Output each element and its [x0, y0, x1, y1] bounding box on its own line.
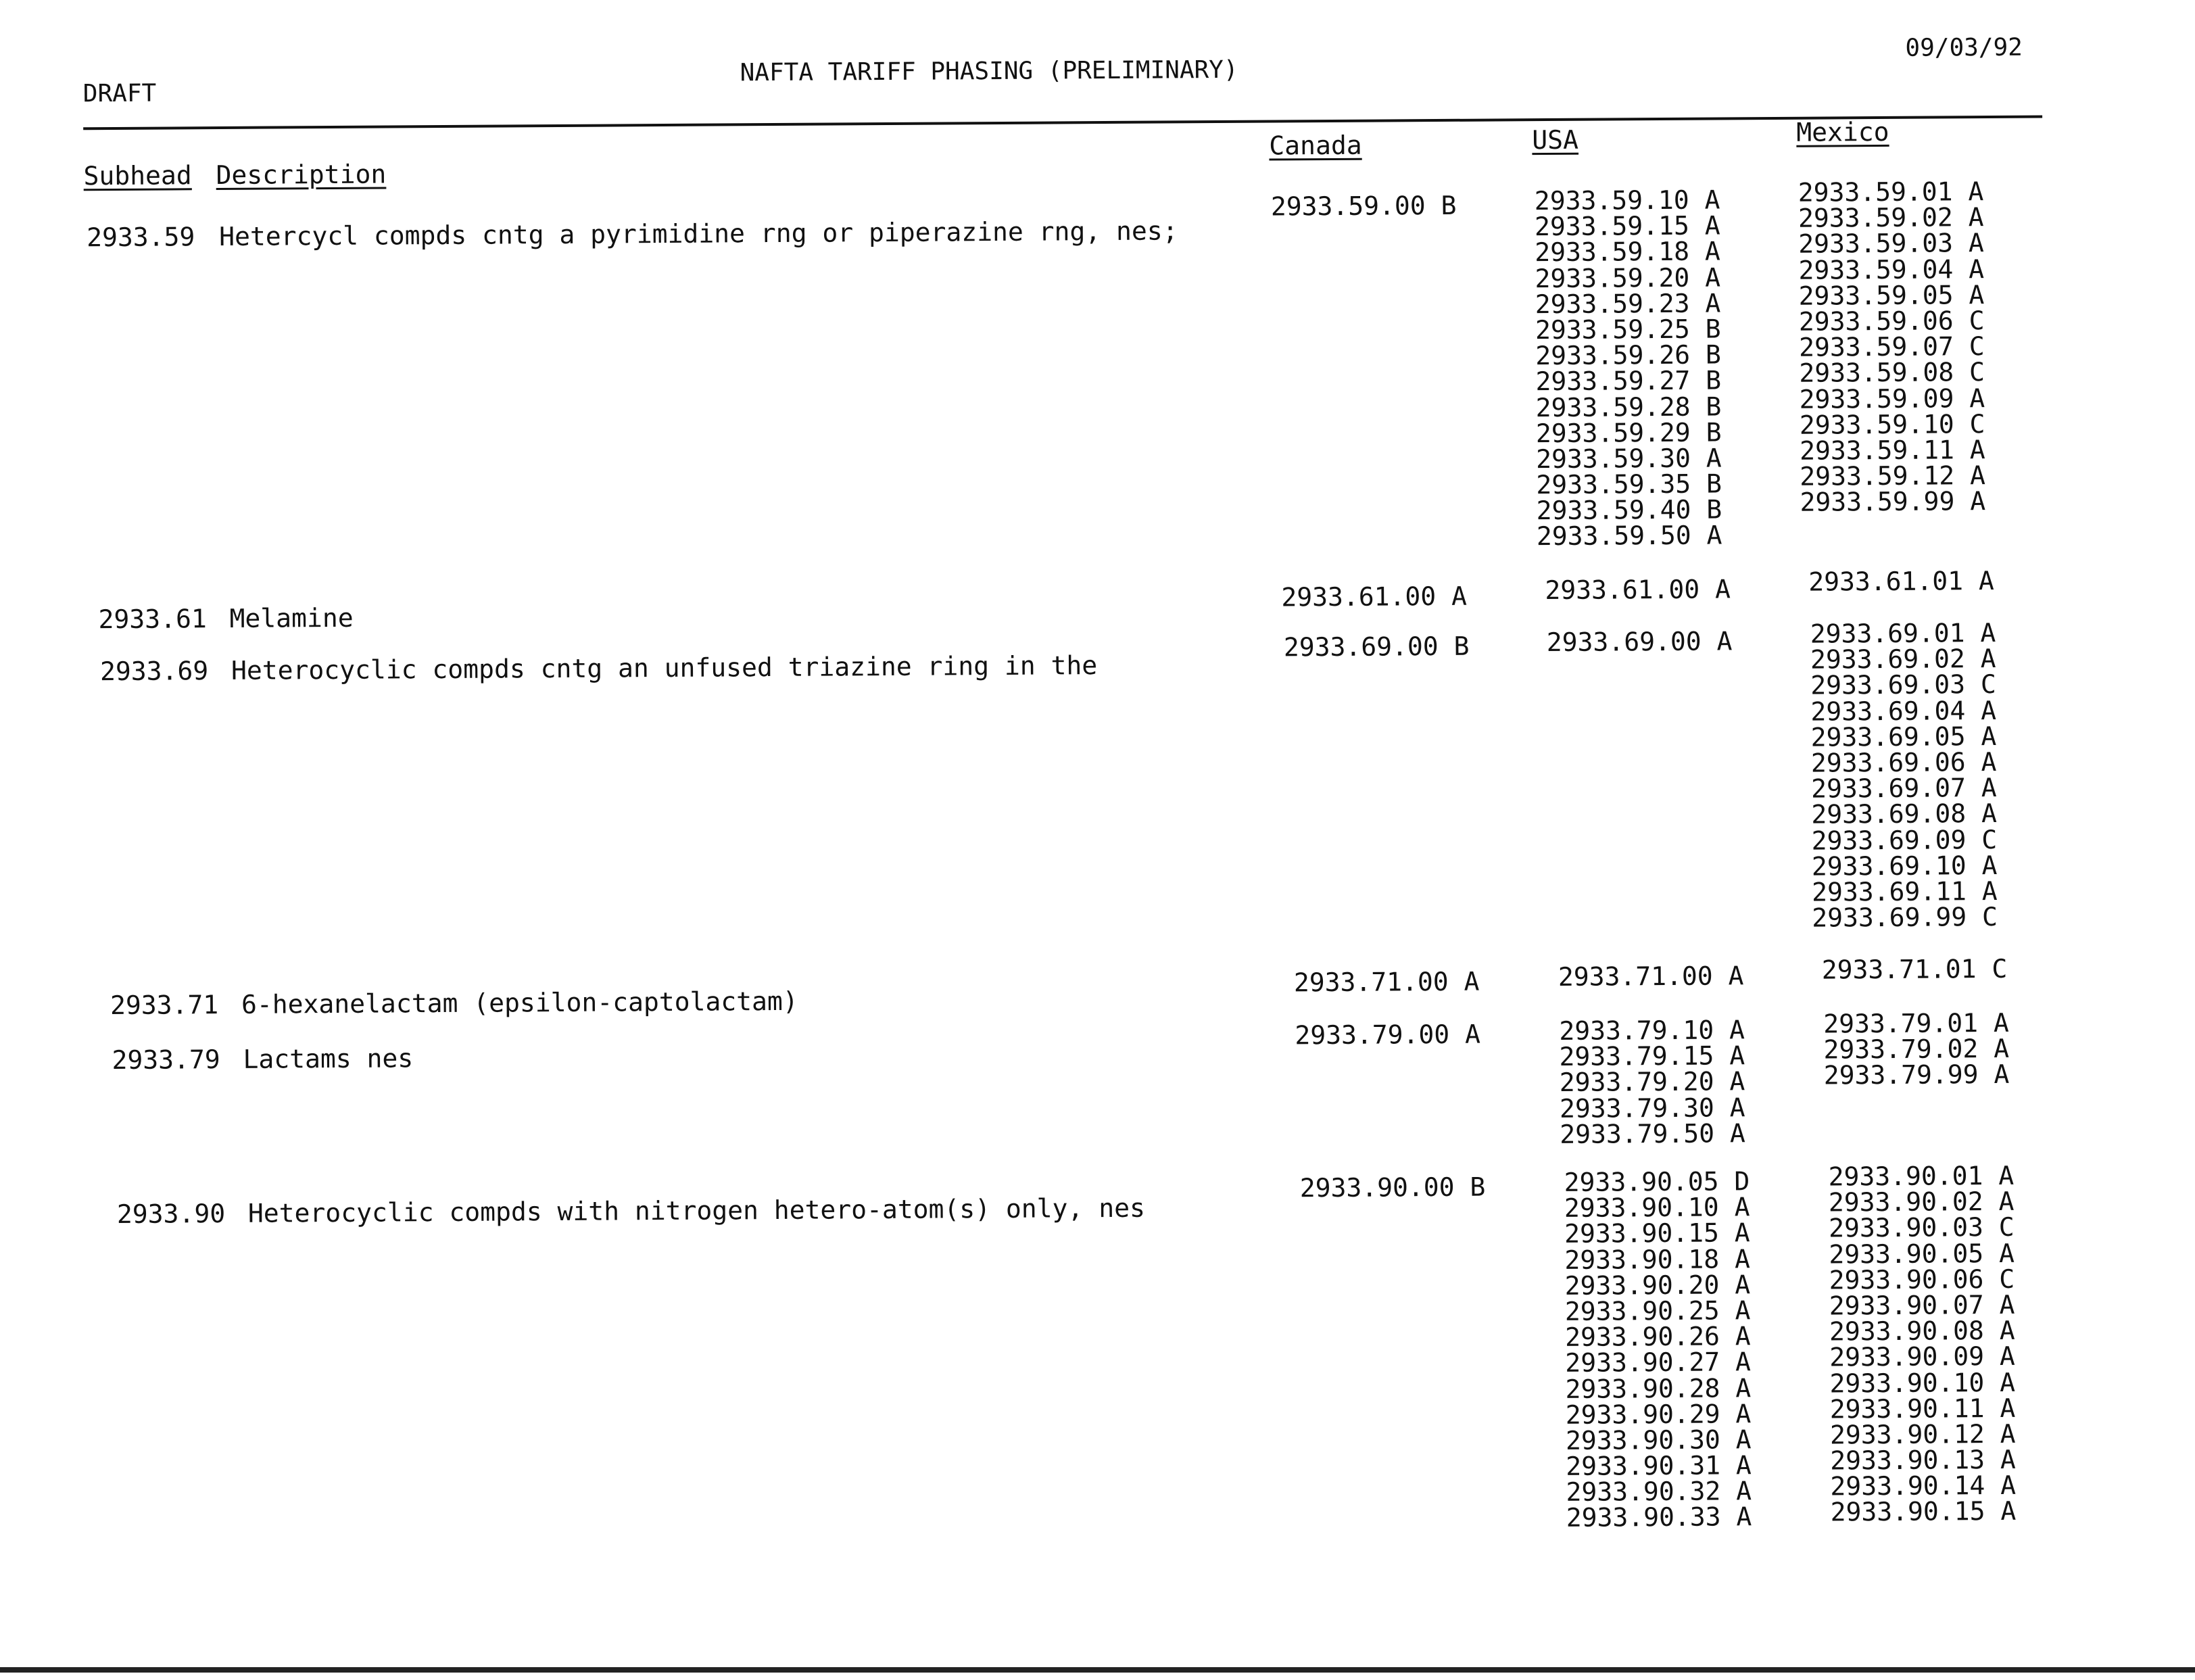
row-subhead: 2933.69	[99, 656, 209, 687]
mexico-code: 2933.90.03 C	[1829, 1212, 2015, 1243]
usa-code: 2933.90.32 A	[1566, 1476, 1752, 1508]
row-subhead: 2933.61	[98, 604, 207, 635]
row-description: Lactams nes	[243, 1043, 414, 1074]
usa-code: 2933.59.18 A	[1535, 236, 1721, 268]
usa-code: 2933.59.23 A	[1535, 288, 1721, 319]
mexico-code: 2933.69.10 A	[1811, 850, 1998, 882]
mexico-code: 2933.69.11 A	[1811, 875, 1998, 907]
usa-codes	[1558, 963, 1744, 990]
usa-code: 2933.90.20 A	[1564, 1269, 1751, 1301]
mexico-code: 2933.59.06 C	[1798, 306, 1985, 337]
usa-code: 2933.59.15 A	[1534, 210, 1720, 242]
usa-code: 2933.59.20 A	[1535, 262, 1721, 293]
mexico-codes	[1810, 617, 1998, 933]
usa-code: 2933.69.00 A	[1546, 626, 1733, 658]
mexico-code: 2933.59.05 A	[1798, 279, 1985, 311]
usa-codes	[1559, 1017, 1745, 1147]
mexico-code: 2933.69.01 A	[1810, 617, 1996, 649]
usa-code: 2933.59.25 B	[1535, 314, 1721, 345]
row-subhead: 2933.59	[87, 222, 195, 253]
mexico-code: 2933.59.02 A	[1798, 202, 1984, 233]
canada-codes	[1293, 966, 1480, 998]
mexico-code: 2933.90.02 A	[1828, 1186, 2015, 1218]
mexico-code: 2933.59.08 C	[1799, 357, 1985, 389]
row-subhead: 2933.71	[110, 990, 219, 1021]
mexico-codes	[1821, 953, 2008, 985]
mexico-code: 2933.90.08 A	[1829, 1315, 2015, 1347]
mexico-code: 2933.61.01 A	[1808, 565, 1994, 597]
canada-codes	[1295, 1019, 1481, 1051]
mexico-code: 2933.69.05 A	[1810, 721, 1997, 752]
document-date: 09/03/92	[1905, 33, 2023, 62]
mexico-code: 2933.59.99 A	[1800, 486, 1986, 517]
usa-code: 2933.90.18 A	[1564, 1243, 1751, 1275]
mexico-code: 2933.69.03 C	[1810, 669, 1996, 701]
mexico-code: 2933.59.04 A	[1798, 254, 1985, 285]
mexico-code: 2933.69.04 A	[1810, 695, 1997, 727]
row-description: Heterocyclic compds with nitrogen hetero-atom(s) only, nes	[247, 1193, 1146, 1228]
usa-code: 2933.59.27 B	[1535, 365, 1722, 397]
column-header-subhead: Subhead	[83, 160, 192, 191]
mexico-code: 2933.69.09 C	[1811, 824, 1998, 856]
canada-codes	[1300, 1174, 1486, 1201]
canada-code: 2933.61.00 A	[1281, 581, 1468, 613]
usa-code: 2933.59.35 B	[1536, 469, 1722, 500]
usa-code: 2933.79.30 A	[1559, 1092, 1745, 1124]
mexico-code: 2933.69.07 A	[1811, 773, 1997, 804]
canada-code: 2933.69.00 B	[1283, 631, 1470, 663]
usa-code: 2933.59.40 B	[1536, 494, 1722, 526]
row-description: Melamine	[229, 602, 354, 633]
canada-code: 2933.59.00 B	[1270, 190, 1457, 222]
mexico-code: 2933.69.08 A	[1811, 798, 1998, 830]
usa-code: 2933.90.33 A	[1566, 1502, 1752, 1533]
usa-code: 2933.90.27 A	[1565, 1347, 1752, 1378]
mexico-code: 2933.59.09 A	[1799, 383, 1985, 414]
usa-code: 2933.90.25 A	[1564, 1295, 1751, 1326]
usa-code: 2933.90.10 A	[1564, 1192, 1750, 1224]
usa-code: 2933.59.10 A	[1534, 185, 1720, 216]
mexico-code: 2933.79.01 A	[1823, 1007, 2009, 1039]
mexico-code: 2933.59.11 A	[1799, 434, 1985, 466]
mexico-code: 2933.90.06 C	[1829, 1264, 2015, 1295]
usa-code: 2933.79.20 A	[1559, 1066, 1745, 1098]
mexico-code: 2933.90.15 A	[1830, 1496, 2017, 1527]
mexico-codes	[1823, 1007, 2010, 1090]
mexico-code: 2933.79.02 A	[1823, 1034, 2010, 1065]
canada-code: 2933.71.00 A	[1293, 966, 1480, 998]
mexico-code: 2933.90.07 A	[1829, 1289, 2015, 1321]
usa-code: 2933.90.28 A	[1565, 1372, 1752, 1404]
mexico-codes	[1808, 565, 1994, 597]
row-description: Hetercycl compds cntg a pyrimidine rng or piperazine rng, nes;	[219, 216, 1178, 252]
usa-codes	[1534, 185, 1722, 552]
usa-code: 2933.79.10 A	[1559, 1015, 1745, 1046]
column-header-usa: USA	[1532, 124, 1579, 155]
mexico-code: 2933.69.06 A	[1810, 746, 1997, 778]
canada-codes	[1284, 633, 1470, 661]
canada-code: 2933.79.00 A	[1295, 1019, 1481, 1051]
usa-code: 2933.79.50 A	[1560, 1118, 1745, 1149]
scan-bottom-edge	[0, 1667, 2195, 1673]
column-header-canada: Canada	[1269, 130, 1362, 161]
mexico-code: 2933.59.01 A	[1798, 176, 1984, 208]
draft-label: DRAFT	[82, 79, 157, 108]
usa-code: 2933.90.15 A	[1564, 1218, 1750, 1249]
column-header-mexico: Mexico	[1796, 116, 1889, 147]
mexico-code: 2933.90.11 A	[1829, 1393, 2016, 1424]
mexico-code: 2933.90.05 A	[1829, 1238, 2015, 1270]
mexico-code: 2933.90.09 A	[1829, 1341, 2015, 1372]
usa-code: 2933.59.29 B	[1535, 417, 1722, 448]
usa-codes	[1545, 574, 1731, 606]
mexico-code: 2933.79.99 A	[1823, 1059, 2010, 1090]
usa-code: 2933.71.00 A	[1558, 961, 1744, 992]
row-subhead: 2933.79	[112, 1045, 220, 1076]
mexico-code: 2933.90.12 A	[1829, 1418, 2016, 1450]
mexico-code: 2933.90.14 A	[1830, 1470, 2017, 1502]
mexico-code: 2933.90.10 A	[1829, 1367, 2016, 1399]
document-title: NAFTA TARIFF PHASING (PRELIMINARY)	[740, 55, 1238, 87]
header-rule	[83, 116, 2042, 130]
mexico-code: 2933.71.01 C	[1821, 953, 2008, 985]
mexico-code: 2933.90.01 A	[1828, 1160, 2015, 1192]
usa-codes	[1564, 1168, 1752, 1531]
mexico-code: 2933.59.10 C	[1799, 408, 1985, 440]
row-description: 6-hexanelactam (epsilon-captolactam)	[241, 986, 798, 1019]
mexico-codes	[1798, 178, 1986, 515]
canada-codes	[1281, 581, 1468, 613]
mexico-code: 2933.59.07 C	[1799, 331, 1985, 362]
column-header-description: Description	[216, 159, 387, 191]
usa-code: 2933.90.05 D	[1564, 1166, 1750, 1197]
usa-code: 2933.59.28 B	[1535, 391, 1722, 423]
mexico-code: 2933.69.02 A	[1810, 644, 1996, 675]
usa-code: 2933.90.31 A	[1566, 1450, 1752, 1481]
usa-codes	[1546, 626, 1733, 658]
canada-codes	[1270, 190, 1457, 222]
canada-code: 2933.90.00 B	[1299, 1172, 1486, 1203]
usa-code: 2933.90.26 A	[1564, 1321, 1751, 1353]
mexico-code: 2933.69.99 C	[1812, 902, 1998, 933]
mexico-code: 2933.59.03 A	[1798, 228, 1984, 260]
usa-code: 2933.61.00 A	[1545, 574, 1731, 606]
usa-code: 2933.59.30 A	[1536, 443, 1722, 475]
usa-code: 2933.90.30 A	[1565, 1424, 1752, 1456]
mexico-code: 2933.90.13 A	[1830, 1444, 2016, 1476]
usa-code: 2933.59.50 A	[1536, 520, 1722, 552]
usa-code: 2933.59.26 B	[1535, 339, 1721, 371]
row-subhead: 2933.90	[116, 1198, 226, 1229]
usa-code: 2933.79.15 A	[1559, 1040, 1745, 1072]
mexico-codes	[1828, 1160, 2017, 1527]
usa-code: 2933.90.29 A	[1565, 1398, 1752, 1430]
row-description: Heterocyclic compds cntg an unfused triazine ring in the	[231, 650, 1098, 686]
mexico-code: 2933.59.12 A	[1800, 460, 1986, 491]
